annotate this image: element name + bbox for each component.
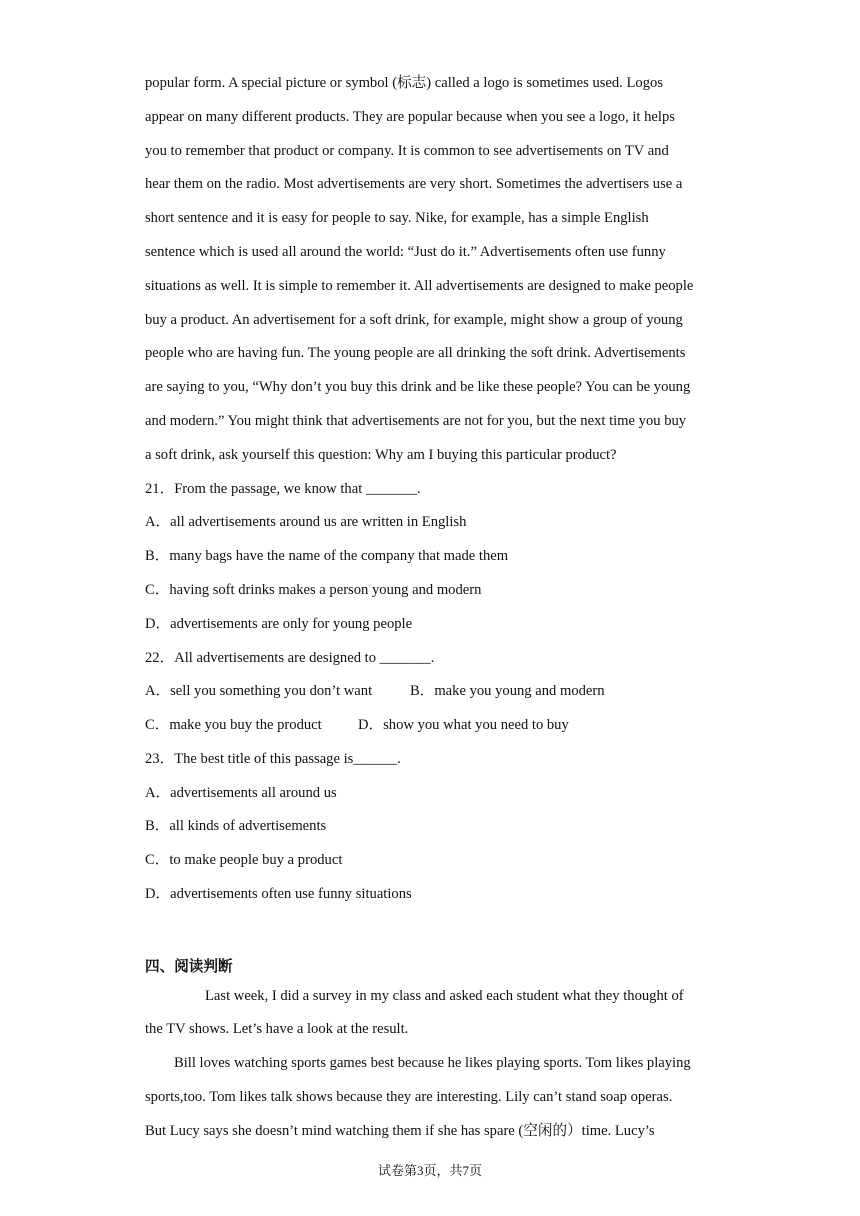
passage-line: appear on many different products. They are popular because when you see a logo, it helps	[145, 109, 675, 125]
question-stem: 22．All advertisements are designed to _______.	[145, 650, 435, 666]
option-c: C．having soft drinks makes a person young and modern	[145, 582, 482, 598]
paragraph-line: Bill loves watching sports games best because he likes playing sports. Tom likes playing	[174, 1055, 691, 1071]
option-a: A．advertisements all around us	[145, 785, 337, 801]
option-b: B．many bags have the name of the company that made them	[145, 548, 509, 564]
question-stem: 23．The best title of this passage is______.	[145, 751, 401, 767]
option-a: A．all advertisements around us are written in English	[145, 514, 467, 530]
passage-line: hear them on the radio. Most advertisements are very short. Sometimes the advertisers use a	[145, 176, 683, 192]
option-d: D．advertisements are only for young people	[145, 616, 413, 632]
option-c: C．to make people buy a product	[145, 852, 343, 868]
paragraph-line: sports,too. Tom likes talk shows because they are interesting. Lily can’t stand soap operas.	[145, 1089, 673, 1105]
paragraph-line: But Lucy says she doesn’t mind watching them if she has spare (空闲的）time. Lucy’s	[145, 1123, 655, 1139]
paragraph-line: Last week, I did a survey in my class and asked each student what they thought of	[205, 988, 684, 1004]
option-c: C．make you buy the product	[145, 717, 322, 733]
page-footer: 试卷第3页，共7页	[377, 1163, 482, 1178]
option-b: B．all kinds of advertisements	[145, 818, 327, 834]
passage-line: people who are having fun. The young people are all drinking the soft drink. Advertisements	[145, 345, 686, 361]
passage-line: and modern.” You might think that advertisements are not for you, but the next time you buy	[145, 413, 687, 429]
passage-line: are saying to you, “Why don’t you buy this drink and be like these people? You can be young	[145, 379, 691, 395]
passage-line: a soft drink, ask yourself this question: Why am I buying this particular product?	[145, 447, 617, 463]
option-b: B．make you young and modern	[410, 683, 605, 699]
passage-line: popular form. A special picture or symbol (标志) called a logo is sometimes used. Logos	[145, 75, 663, 91]
option-d: D．advertisements often use funny situations	[145, 886, 412, 902]
passage-line: short sentence and it is easy for people to say. Nike, for example, has a simple English	[145, 210, 649, 226]
passage-line: you to remember that product or company. It is common to see advertisements on TV and	[145, 143, 669, 159]
section-heading: 四、阅读判断	[145, 959, 233, 975]
passage-line: situations as well. It is simple to remember it. All advertisements are designed to make people	[145, 278, 694, 294]
passage-line: sentence which is used all around the world: “Just do it.” Advertisements often use funny	[145, 244, 666, 260]
option-d: D．show you what you need to buy	[358, 717, 569, 733]
question-stem: 21．From the passage, we know that _______.	[145, 481, 421, 497]
paragraph-line: the TV shows. Let’s have a look at the result.	[145, 1021, 409, 1037]
option-a: A．sell you something you don’t want	[145, 683, 373, 699]
passage-line: buy a product. An advertisement for a soft drink, for example, might show a group of young	[145, 312, 683, 328]
